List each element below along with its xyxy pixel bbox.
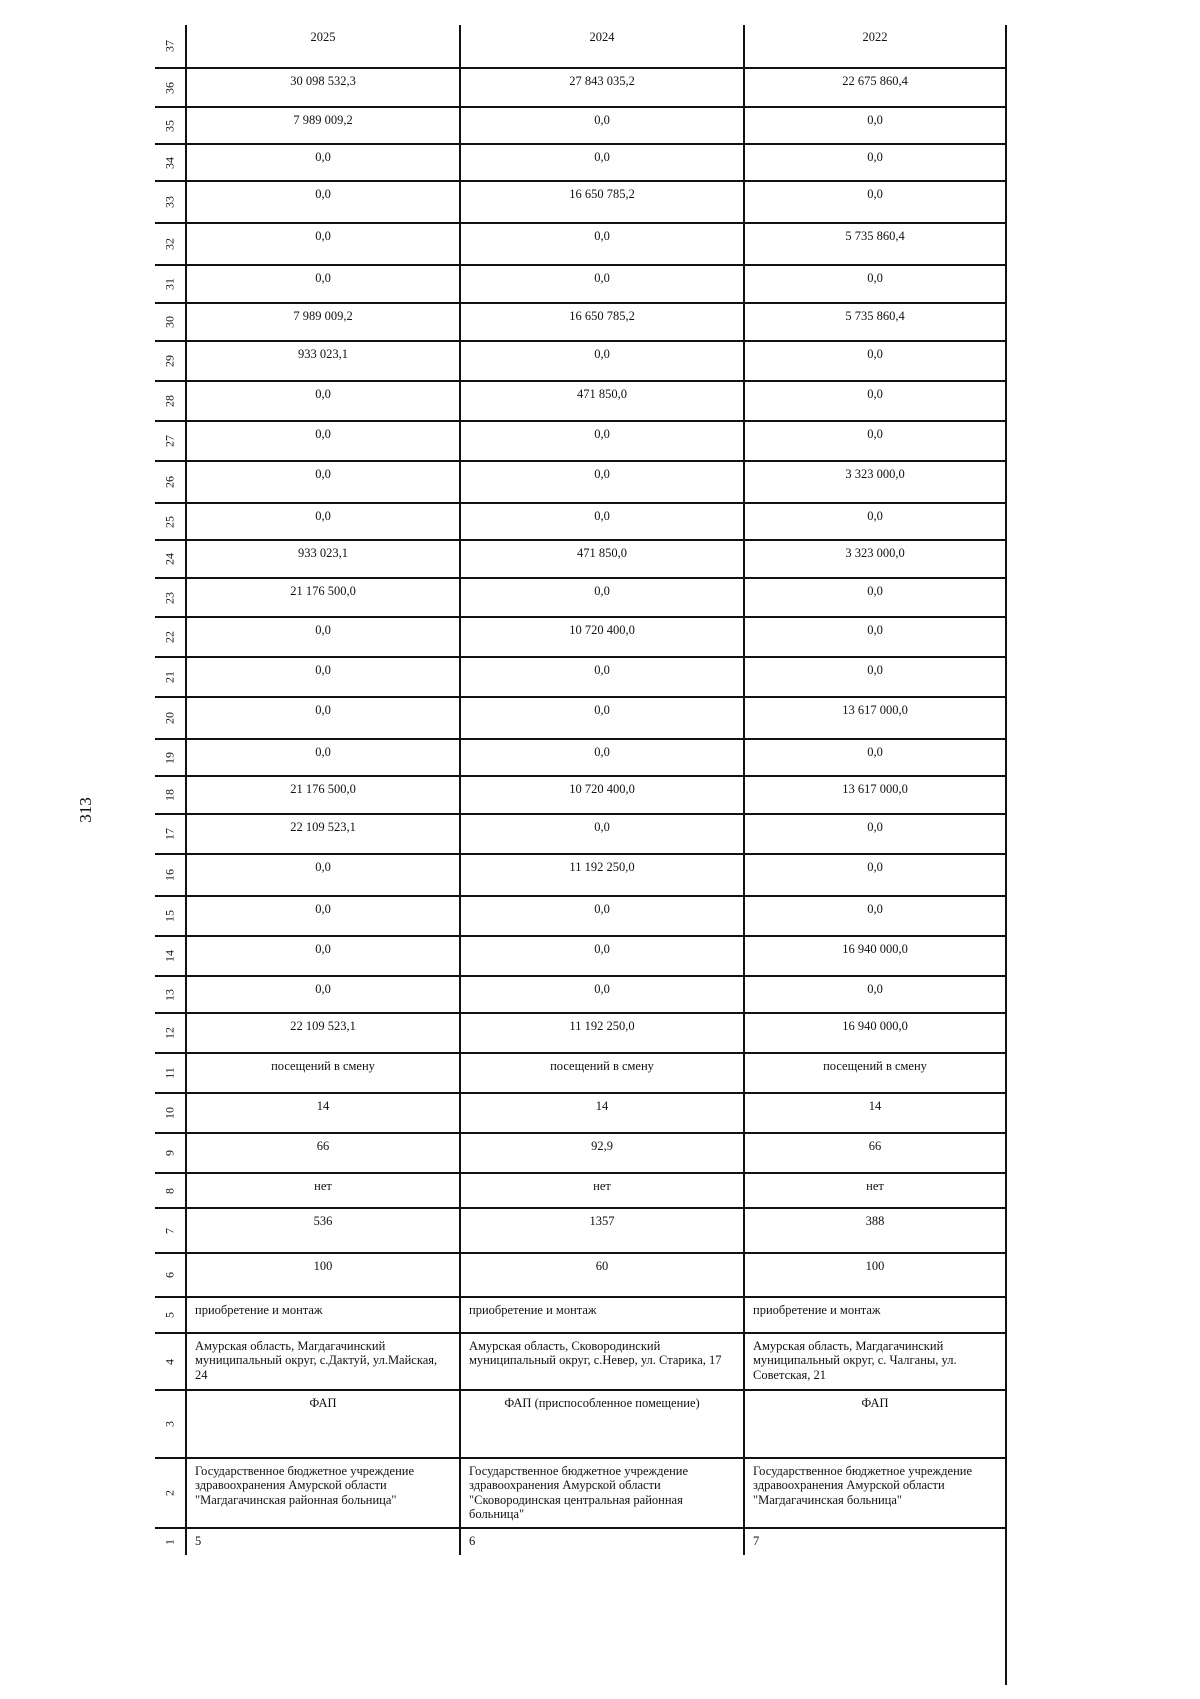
table-row bbox=[155, 504, 1005, 541]
table-cell: 0,0 bbox=[461, 145, 745, 180]
row-number: 32 bbox=[162, 238, 177, 250]
table-row bbox=[155, 382, 1005, 422]
table-row bbox=[155, 342, 1005, 382]
row-number: 35 bbox=[162, 119, 177, 132]
table-cell: 0,0 bbox=[461, 897, 745, 935]
table-row bbox=[155, 1254, 1005, 1298]
row-number-cell bbox=[155, 1094, 187, 1132]
table-cell: 0,0 bbox=[461, 108, 745, 143]
row-number: 4 bbox=[162, 1358, 177, 1365]
table-row bbox=[155, 25, 1005, 69]
table-cell: 0,0 bbox=[187, 462, 461, 502]
table-cell: 2024 bbox=[461, 25, 745, 67]
row-number-cell bbox=[155, 1174, 187, 1207]
row-number-cell bbox=[155, 541, 187, 577]
table-cell: 27 843 035,2 bbox=[461, 69, 745, 106]
table-cell: нет bbox=[461, 1174, 745, 1207]
table-row bbox=[155, 541, 1005, 579]
row-number-cell bbox=[155, 1334, 187, 1389]
row-number-cell bbox=[155, 1209, 187, 1252]
table-cell: Амурская область, Магдагачинский муниципальный округ, с. Чалганы, ул. Советская, 21 bbox=[753, 1339, 957, 1382]
row-number: 6 bbox=[162, 1272, 177, 1278]
table-cell: 0,0 bbox=[867, 902, 883, 916]
row-number: 20 bbox=[162, 712, 177, 724]
row-number-cell bbox=[155, 145, 187, 180]
table-cell: Государственное бюджетное учреждение здравоохранения Амурской области "Магдагачинская районная больница" bbox=[187, 1459, 461, 1527]
table-cell: посещений в смену bbox=[461, 1054, 745, 1092]
table-cell: 1357 bbox=[461, 1209, 745, 1252]
table-cell: 0,0 bbox=[187, 618, 461, 656]
table-cell: 0,0 bbox=[867, 982, 883, 996]
table-cell: 0,0 bbox=[867, 150, 883, 164]
row-number: 34 bbox=[162, 156, 177, 169]
table-cell: 5 735 860,4 bbox=[845, 309, 905, 323]
table-cell: 3 323 000,0 bbox=[845, 546, 905, 560]
table-cell: 0,0 bbox=[187, 504, 461, 539]
table-cell: 536 bbox=[187, 1209, 461, 1252]
row-number-cell bbox=[155, 698, 187, 738]
table-cell: 0,0 bbox=[867, 347, 883, 361]
table-row bbox=[155, 1334, 1005, 1391]
table-cell: 0,0 bbox=[461, 224, 745, 264]
table-cell: 10 720 400,0 bbox=[461, 777, 745, 813]
row-number-cell bbox=[155, 304, 187, 340]
table-cell: приобретение и монтаж bbox=[187, 1298, 461, 1332]
table-cell: 0,0 bbox=[867, 187, 883, 201]
page-number: 313 bbox=[76, 797, 95, 823]
table-cell: 66 bbox=[187, 1134, 461, 1172]
table-row bbox=[155, 69, 1005, 108]
table-cell: 22 109 523,1 bbox=[187, 1014, 461, 1052]
table-cell: Амурская область, Магдагачинский муниципальный округ, с.Дактуй, ул.Майская, 24 bbox=[187, 1334, 461, 1389]
row-number: 26 bbox=[162, 476, 177, 488]
table-row bbox=[155, 224, 1005, 266]
table-cell: 30 098 532,3 bbox=[187, 69, 461, 106]
row-number-cell bbox=[155, 1014, 187, 1052]
table-cell: Амурская область, Сковородинский муниципальный округ, с.Невер, ул. Старика, 17 bbox=[461, 1334, 745, 1389]
table-cell: посещений в смену bbox=[187, 1054, 461, 1092]
table-cell: 0,0 bbox=[461, 937, 745, 975]
row-number: 1 bbox=[162, 1539, 177, 1545]
row-number: 18 bbox=[162, 789, 177, 801]
row-number-cell bbox=[155, 1134, 187, 1172]
table-cell: 11 192 250,0 bbox=[461, 855, 745, 895]
row-number: 22 bbox=[162, 631, 177, 643]
row-number-cell bbox=[155, 977, 187, 1012]
table-cell: 0,0 bbox=[187, 977, 461, 1012]
table-row bbox=[155, 462, 1005, 504]
table-cell: 0,0 bbox=[461, 658, 745, 696]
table-cell: 0,0 bbox=[461, 504, 745, 539]
row-number: 12 bbox=[162, 1027, 177, 1039]
table-cell: 2022 bbox=[862, 30, 888, 44]
table-cell: 0,0 bbox=[867, 860, 883, 874]
row-number-cell bbox=[155, 815, 187, 853]
table-cell: 21 176 500,0 bbox=[187, 777, 461, 813]
table-cell: 0,0 bbox=[867, 820, 883, 834]
table-row bbox=[155, 1134, 1005, 1174]
table-cell: 0,0 bbox=[461, 462, 745, 502]
row-number-cell bbox=[155, 462, 187, 502]
table-cell: 0,0 bbox=[187, 145, 461, 180]
table-row bbox=[155, 108, 1005, 145]
table-cell: 0,0 bbox=[461, 422, 745, 460]
table-cell: 13 617 000,0 bbox=[842, 703, 908, 717]
table-row bbox=[155, 579, 1005, 618]
table-cell: 100 bbox=[865, 1259, 885, 1273]
table-cell: 0,0 bbox=[867, 623, 883, 637]
table-row bbox=[155, 1014, 1005, 1054]
table-cell: 6 bbox=[461, 1529, 745, 1555]
table-cell: 0,0 bbox=[461, 266, 745, 302]
row-number: 15 bbox=[162, 910, 177, 922]
table-cell: 2025 bbox=[187, 25, 461, 67]
table-row bbox=[155, 1298, 1005, 1334]
table-cell: ФАП bbox=[187, 1391, 461, 1457]
row-number-cell bbox=[155, 108, 187, 143]
table-row bbox=[155, 182, 1005, 224]
table-cell: нет bbox=[187, 1174, 461, 1207]
row-number: 8 bbox=[162, 1187, 177, 1194]
table-row bbox=[155, 145, 1005, 182]
table-cell: 0,0 bbox=[187, 224, 461, 264]
table-cell: приобретение и монтаж bbox=[753, 1303, 881, 1317]
table-row bbox=[155, 698, 1005, 740]
table-cell: 13 617 000,0 bbox=[842, 782, 908, 796]
table-cell: 0,0 bbox=[187, 740, 461, 775]
table-row bbox=[155, 815, 1005, 855]
table-row bbox=[155, 618, 1005, 658]
row-number: 25 bbox=[162, 515, 177, 528]
table-cell: 0,0 bbox=[461, 977, 745, 1012]
table-row bbox=[155, 855, 1005, 897]
table-cell: 0,0 bbox=[187, 182, 461, 222]
table-row bbox=[155, 937, 1005, 977]
table-cell: 100 bbox=[187, 1254, 461, 1296]
table-row bbox=[155, 1529, 1005, 1555]
row-number: 29 bbox=[162, 355, 177, 367]
row-number-cell bbox=[155, 855, 187, 895]
row-number-cell bbox=[155, 658, 187, 696]
row-number-cell bbox=[155, 1391, 187, 1457]
row-number-cell bbox=[155, 618, 187, 656]
table-cell: 14 bbox=[187, 1094, 461, 1132]
row-number-cell bbox=[155, 1254, 187, 1296]
row-number: 31 bbox=[162, 278, 177, 290]
row-number-cell bbox=[155, 69, 187, 106]
row-number: 28 bbox=[162, 395, 177, 407]
row-number: 5 bbox=[162, 1312, 177, 1318]
row-number: 17 bbox=[162, 828, 177, 840]
table-cell: 0,0 bbox=[187, 897, 461, 935]
table-cell: нет bbox=[866, 1179, 884, 1193]
row-number-cell bbox=[155, 224, 187, 264]
table-cell: 0,0 bbox=[187, 855, 461, 895]
row-number-cell bbox=[155, 266, 187, 302]
table-row bbox=[155, 1054, 1005, 1094]
row-number-cell bbox=[155, 897, 187, 935]
row-number: 7 bbox=[162, 1227, 177, 1234]
data-table bbox=[155, 25, 1007, 1685]
table-cell: 14 bbox=[868, 1099, 882, 1113]
table-cell: 0,0 bbox=[461, 740, 745, 775]
table-cell: 0,0 bbox=[867, 584, 883, 598]
table-cell: 5 bbox=[187, 1529, 461, 1555]
table-cell: 0,0 bbox=[461, 815, 745, 853]
table-cell: 21 176 500,0 bbox=[187, 579, 461, 616]
table-cell: 0,0 bbox=[867, 271, 883, 285]
row-number-cell bbox=[155, 740, 187, 775]
table-cell: Государственное бюджетное учреждение здравоохранения Амурской области "Сковородинская центральная районная больница" bbox=[461, 1459, 745, 1527]
table-row bbox=[155, 1391, 1005, 1459]
row-number: 3 bbox=[162, 1421, 177, 1427]
row-number: 2 bbox=[162, 1490, 177, 1496]
row-number: 23 bbox=[162, 591, 177, 604]
table-cell: 0,0 bbox=[867, 663, 883, 677]
row-number: 16 bbox=[162, 869, 177, 881]
table-cell: 0,0 bbox=[187, 382, 461, 420]
table-cell: 0,0 bbox=[187, 937, 461, 975]
row-number-cell bbox=[155, 382, 187, 420]
table-cell: 92,9 bbox=[461, 1134, 745, 1172]
table-cell: приобретение и монтаж bbox=[461, 1298, 745, 1332]
row-number-cell bbox=[155, 182, 187, 222]
table-row bbox=[155, 1094, 1005, 1134]
table-cell: 471 850,0 bbox=[461, 382, 745, 420]
table-row bbox=[155, 777, 1005, 815]
table-cell: 0,0 bbox=[187, 658, 461, 696]
row-number: 21 bbox=[162, 671, 177, 683]
row-number: 27 bbox=[162, 435, 177, 447]
table-row bbox=[155, 897, 1005, 937]
table-row bbox=[155, 740, 1005, 777]
table-cell: 66 bbox=[868, 1139, 882, 1153]
table-cell: 471 850,0 bbox=[461, 541, 745, 577]
table-cell: 3 323 000,0 bbox=[845, 467, 905, 481]
row-number: 30 bbox=[162, 316, 177, 328]
table-cell: 0,0 bbox=[867, 387, 883, 401]
table-cell: 0,0 bbox=[867, 113, 883, 127]
row-number-cell bbox=[155, 579, 187, 616]
table-cell: 7 bbox=[753, 1534, 760, 1548]
row-number: 19 bbox=[162, 751, 177, 764]
row-number: 10 bbox=[162, 1107, 177, 1119]
table-cell: 933 023,1 bbox=[187, 541, 461, 577]
table-cell: 16 940 000,0 bbox=[842, 1019, 908, 1033]
row-number-cell bbox=[155, 1529, 187, 1555]
table-cell: 22 675 860,4 bbox=[842, 74, 908, 88]
table-cell: ФАП (приспособленное помещение) bbox=[461, 1391, 745, 1457]
row-number-cell bbox=[155, 422, 187, 460]
table-row bbox=[155, 266, 1005, 304]
table-cell: 0,0 bbox=[867, 745, 883, 759]
table-cell: 933 023,1 bbox=[187, 342, 461, 380]
table-row bbox=[155, 422, 1005, 462]
table-row bbox=[155, 1459, 1005, 1529]
table-cell: ФАП bbox=[861, 1396, 889, 1410]
row-number-cell bbox=[155, 1054, 187, 1092]
table-cell: 60 bbox=[461, 1254, 745, 1296]
table-row bbox=[155, 658, 1005, 698]
row-number-cell bbox=[155, 777, 187, 813]
table-cell: 0,0 bbox=[187, 266, 461, 302]
row-number: 9 bbox=[162, 1150, 177, 1156]
table-cell: посещений в смену bbox=[823, 1059, 927, 1073]
table-cell: 22 109 523,1 bbox=[187, 815, 461, 853]
table-cell: 5 735 860,4 bbox=[845, 229, 905, 243]
table-cell: 0,0 bbox=[461, 579, 745, 616]
row-number-cell bbox=[155, 504, 187, 539]
table-cell: 10 720 400,0 bbox=[461, 618, 745, 656]
table-cell: 11 192 250,0 bbox=[461, 1014, 745, 1052]
row-number-cell bbox=[155, 342, 187, 380]
row-number: 24 bbox=[162, 553, 177, 565]
table-row bbox=[155, 977, 1005, 1014]
row-number-cell bbox=[155, 937, 187, 975]
table-cell: 0,0 bbox=[461, 342, 745, 380]
row-number: 14 bbox=[162, 950, 177, 962]
table-row bbox=[155, 1209, 1005, 1254]
table-cell: 0,0 bbox=[867, 427, 883, 441]
row-number: 13 bbox=[162, 988, 177, 1001]
table-cell: 0,0 bbox=[187, 698, 461, 738]
table-cell: 0,0 bbox=[461, 698, 745, 738]
table-cell: 0,0 bbox=[867, 509, 883, 523]
table-row bbox=[155, 1174, 1005, 1209]
table-cell: 7 989 009,2 bbox=[187, 108, 461, 143]
row-number: 36 bbox=[162, 81, 177, 94]
row-number: 11 bbox=[162, 1067, 177, 1079]
row-number-cell bbox=[155, 1459, 187, 1527]
row-number: 33 bbox=[162, 196, 177, 208]
table-cell: 14 bbox=[461, 1094, 745, 1132]
table-cell: 388 bbox=[865, 1214, 885, 1228]
table-cell: 7 989 009,2 bbox=[187, 304, 461, 340]
table-cell: 16 650 785,2 bbox=[461, 304, 745, 340]
row-number-cell bbox=[155, 25, 187, 67]
row-number-cell bbox=[155, 1298, 187, 1332]
table-row bbox=[155, 304, 1005, 342]
row-number: 37 bbox=[162, 40, 177, 52]
table-cell: Государственное бюджетное учреждение здравоохранения Амурской области "Магдагачинская больница" bbox=[753, 1464, 973, 1507]
table-cell: 0,0 bbox=[187, 422, 461, 460]
table-cell: 16 650 785,2 bbox=[461, 182, 745, 222]
table-cell: 16 940 000,0 bbox=[842, 942, 908, 956]
